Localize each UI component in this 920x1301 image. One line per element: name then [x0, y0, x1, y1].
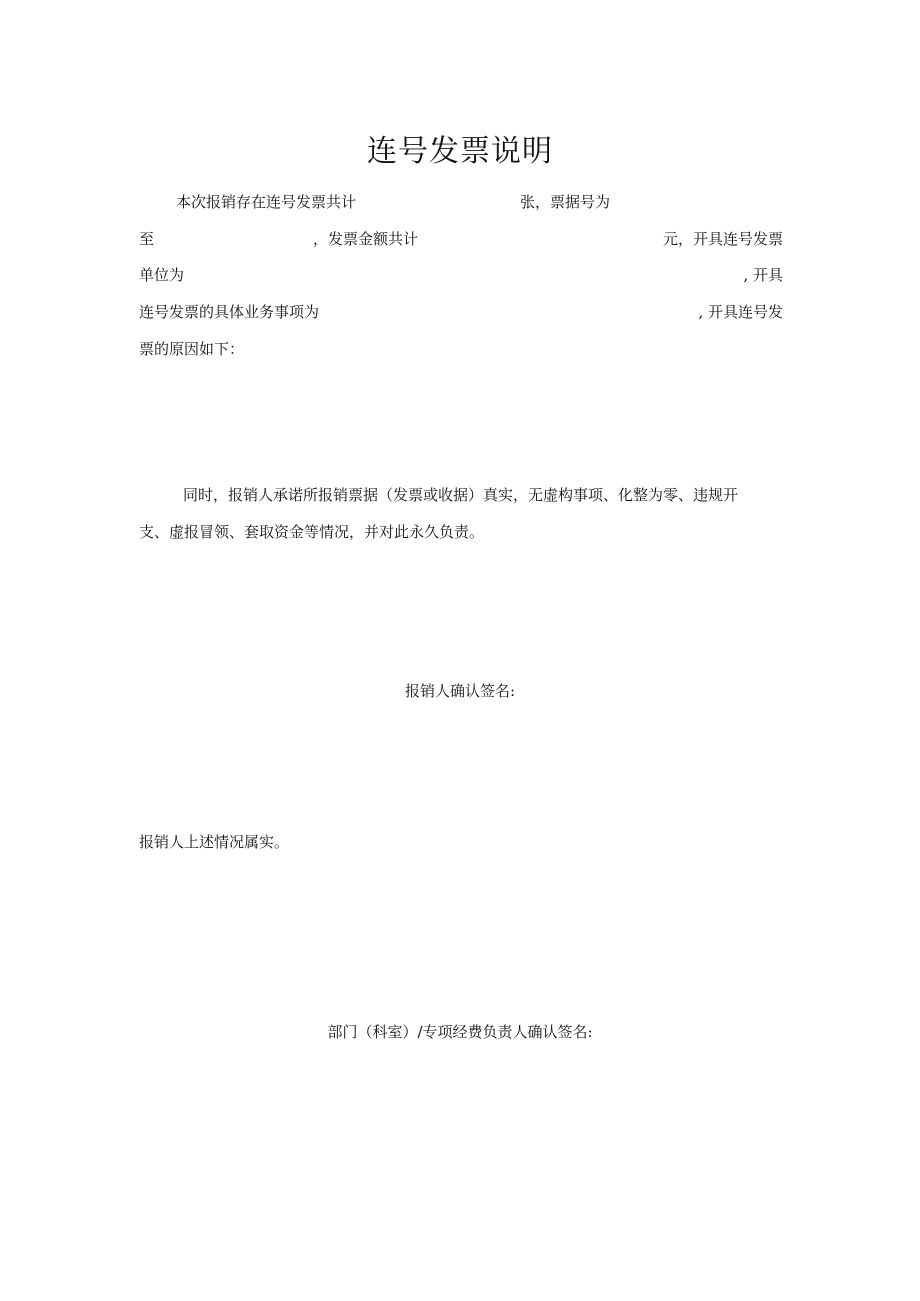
- paragraph1-line5: 票的原因如下：: [139, 340, 245, 358]
- paragraph1-line2-part3: 元，开具连号发票: [662, 230, 783, 248]
- reimburser-signature-label: 报销人确认签名:: [404, 682, 516, 700]
- paragraph1-line3-part1: 单位为: [139, 266, 185, 284]
- paragraph1-line1-part2: 张，票据号为: [520, 193, 611, 211]
- paragraph1-line1-part1: 本次报销存在连号发票共计: [176, 193, 357, 211]
- document-title: 连号发票说明: [367, 134, 553, 169]
- paragraph1-line2-part1: 至: [139, 230, 155, 248]
- confirmation-statement: 报销人上述情况属实。: [139, 833, 290, 851]
- paragraph2-line2: 支、虚报冒领、套取资金等情况，并对此永久负责。: [139, 523, 485, 541]
- paragraph1-line3-part2: , 开具: [743, 266, 783, 284]
- paragraph1-line2-part2: ，发票金额共计: [313, 230, 419, 248]
- department-signature-label: 部门（科室）/专项经费负责人确认签名:: [327, 1023, 593, 1041]
- paragraph1-line4-part1: 连号发票的具体业务事项为: [139, 303, 320, 321]
- paragraph1-line4-part2: , 开具连号发: [698, 303, 783, 321]
- paragraph2-line1: 同时，报销人承诺所报销票据（发票或收据）真实，无虚构事项、化整为零、违规开: [183, 486, 739, 504]
